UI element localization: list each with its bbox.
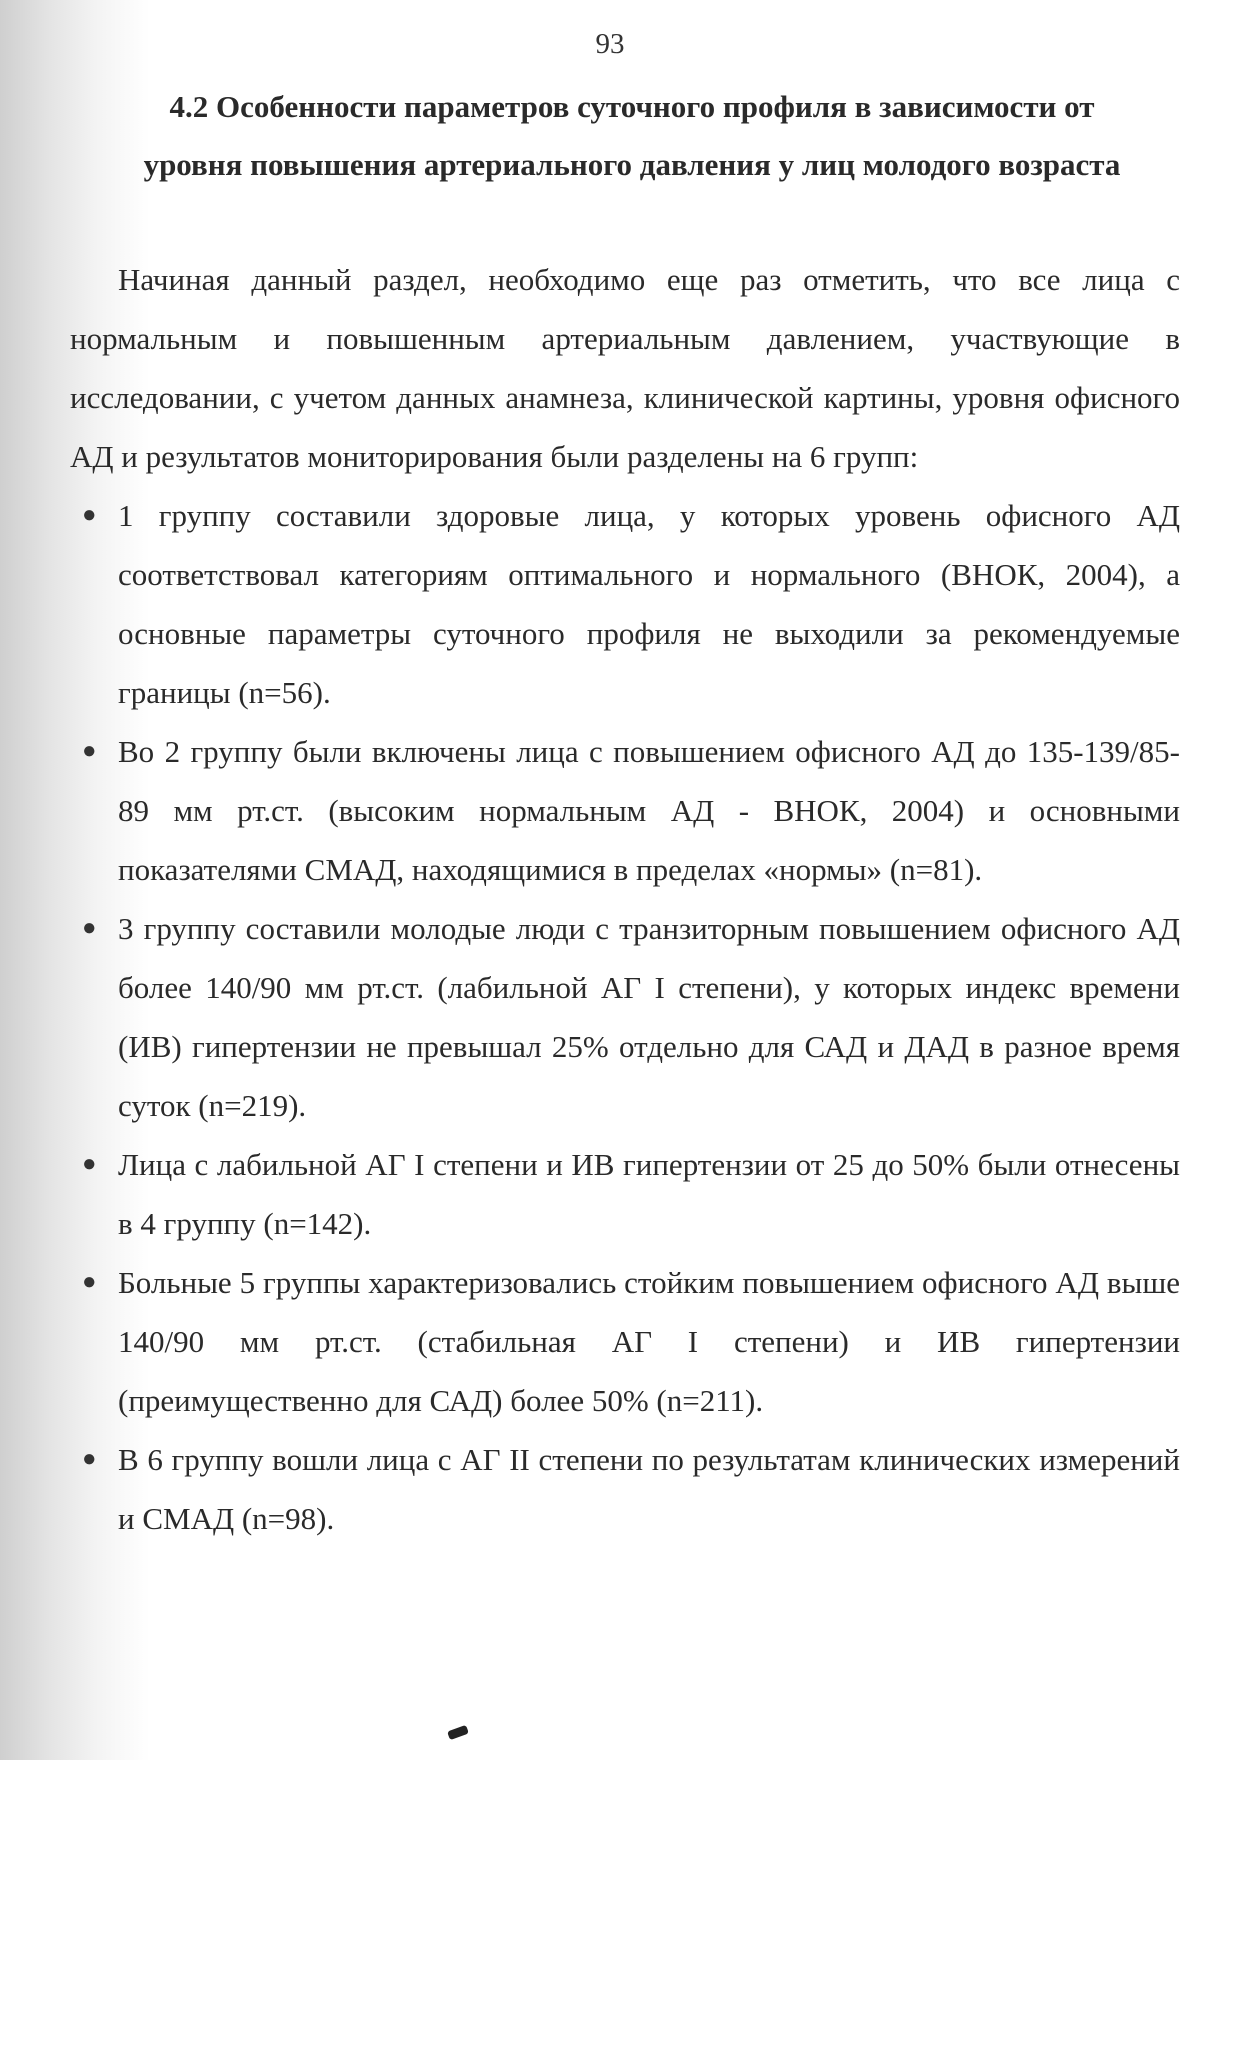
group-4-text: Лица с лабильной АГ I степени и ИВ гипертензии от 25 до 50% были отнесены в 4 группу (n=142). <box>118 1147 1180 1241</box>
bullet-icon: ● <box>82 1446 97 1472</box>
list-item <box>0 486 1180 722</box>
list-item <box>0 1430 1180 1548</box>
bullet-icon: ● <box>82 1151 97 1177</box>
groups-list <box>0 486 1245 1548</box>
list-item <box>0 722 1180 899</box>
intro-text: Начиная данный раздел, необходимо еще раз отметить, что все лица с нормальным и повышенным артериальным давлением, участвующие в исследовании, с учетом данных анамнеза, клинической картины, уровня офисного АД и результатов мониторирования были разделены на 6 групп: <box>70 262 1180 474</box>
section-heading-line-2: уровня повышения артериального давления у лиц молодого возраста <box>143 147 1121 182</box>
bullet-icon: ● <box>82 738 97 764</box>
page-number: 93 <box>595 28 625 60</box>
list-item <box>0 1135 1180 1253</box>
list-item <box>0 1253 1180 1430</box>
group-1-text: 1 группу составили здоровые лица, у которых уровень офисного АД соответствовал категориям оптимального и нормального (ВНОК, 2004), а основные параметры суточного профиля не выходили за рекомендуемые границы (n=56). <box>118 498 1180 710</box>
group-5-text: Больные 5 группы характеризовались стойким повышением офисного АД выше 140/90 мм рт.ст. (стабильная АГ I степени) и ИВ гипертензии (преимущественно для САД) более 50% (n=211). <box>118 1265 1180 1418</box>
section-heading <box>82 78 1182 194</box>
bullet-icon: ● <box>82 915 97 941</box>
list-item <box>0 899 1180 1135</box>
bullet-icon: ● <box>82 1269 97 1295</box>
group-2-text: Во 2 группу были включены лица с повышением офисного АД до 135-139/85-89 мм рт.ст. (высоким нормальным АД - ВНОК, 2004) и основными показателями СМАД, находящимися в пределах «нормы» (n=81). <box>118 734 1180 887</box>
intro-paragraph <box>70 250 1180 486</box>
group-3-text: 3 группу составили молодые люди с транзиторным повышением офисного АД более 140/90 мм рт.ст. (лабильной АГ I степени), у которых индекс времени (ИВ) гипертензии не превышал 25% отдельно для САД и ДАД в разное время суток (n=219). <box>118 911 1180 1123</box>
group-6-text: В 6 группу вошли лица с АГ II степени по результатам клинических измерений и СМАД (n=98). <box>118 1442 1180 1536</box>
bullet-icon: ● <box>82 502 97 528</box>
ink-mark <box>447 1725 469 1740</box>
section-heading-line-1: 4.2 Особенности параметров суточного профиля в зависимости от <box>169 89 1095 124</box>
